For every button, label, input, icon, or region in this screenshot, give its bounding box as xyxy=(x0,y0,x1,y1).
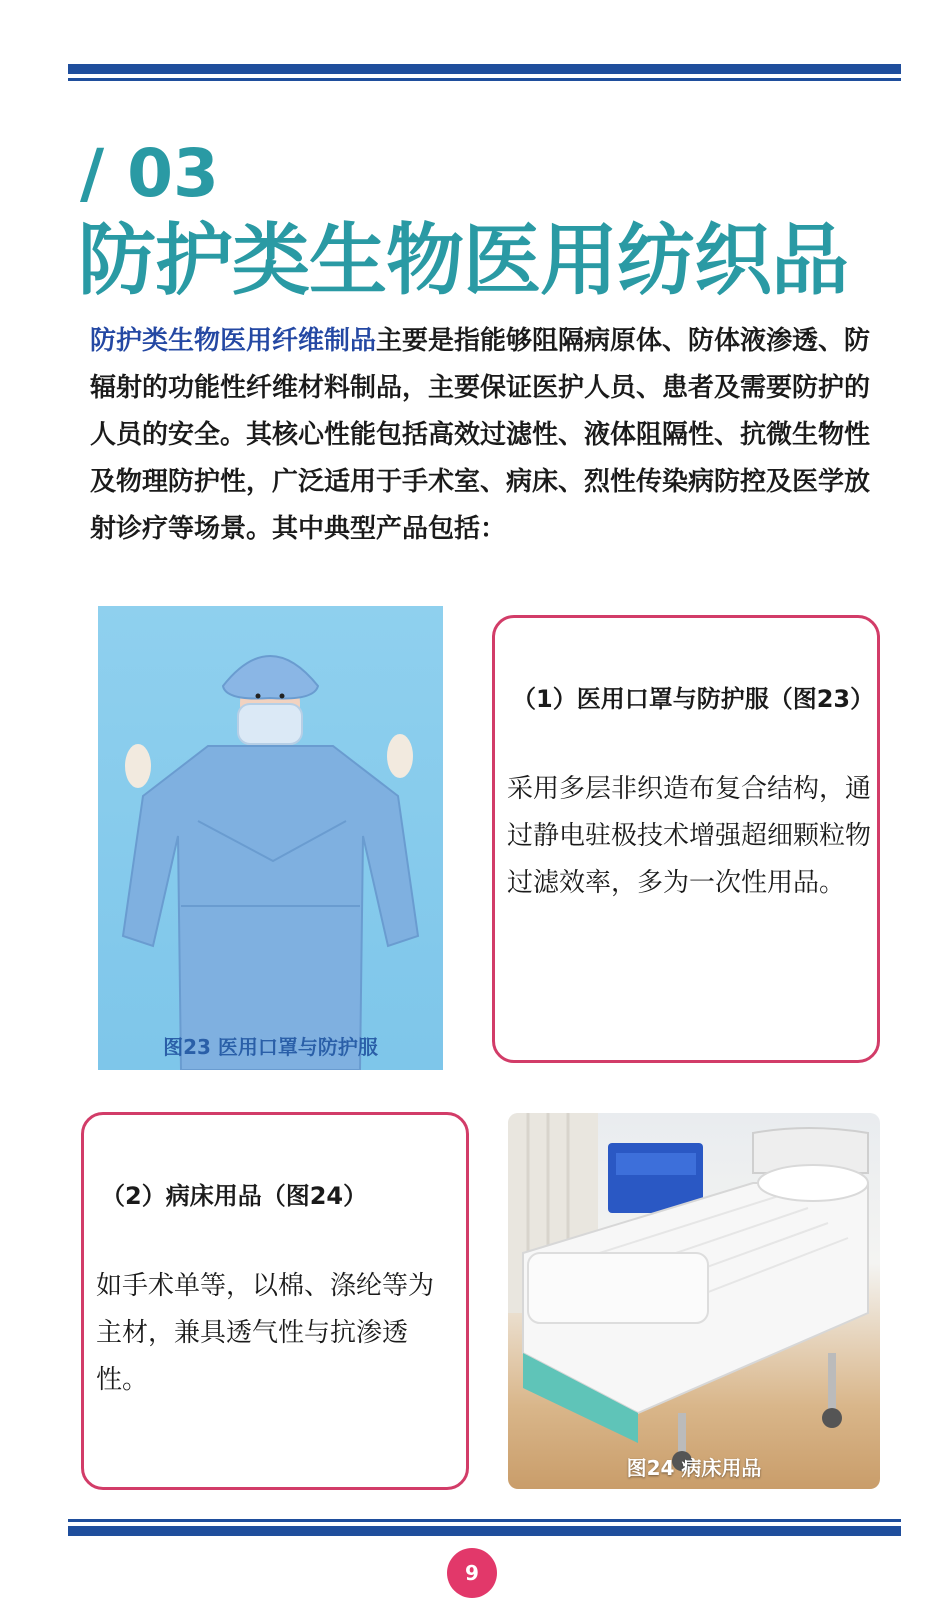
medical-gown-illustration xyxy=(98,606,443,1070)
item-2-title: （2）病床用品（图24） xyxy=(101,1182,368,1210)
intro-paragraph xyxy=(90,318,890,553)
figure-23-caption: 图23 医用口罩与防护服 xyxy=(163,1035,378,1059)
item-2-body: 如手术单等，以棉、涤纶等为主材，兼具透气性与抗渗透性。 xyxy=(96,1271,435,1395)
figure-23-photo xyxy=(98,606,443,1070)
intro-highlight: 防护类生物医用纤维制品 xyxy=(90,326,377,356)
page-number-badge: 9 xyxy=(447,1548,497,1598)
item-1-body: 采用多层非织造布复合结构，通过静电驻极技术增强超细颗粒物过滤效率，多为一次性用品。 xyxy=(507,774,872,898)
section-title: 防护类生物医用纺织品 xyxy=(78,216,849,306)
item-1-title: （1）医用口罩与防护服（图23） xyxy=(512,685,875,713)
figure-24-caption: 图24 病床用品 xyxy=(626,1456,762,1480)
item-card-1 xyxy=(492,615,880,1063)
top-rule xyxy=(68,64,901,81)
section-number: / 03 xyxy=(80,135,219,212)
figure-24-photo xyxy=(508,1113,880,1489)
item-card-2 xyxy=(81,1112,469,1490)
hospital-bed-illustration xyxy=(508,1113,880,1489)
intro-text: 主要是指能够阻隔病原体、防体液渗透、防辐射的功能性纤维材料制品，主要保证医护人员、患者及需要防护的人员的安全。其核心性能包括高效过滤性、液体阻隔性、抗微生物性及物理防护性，广泛适用于手术室、病床、烈性传染病防控及医学放射诊疗等场景。其中典型产品包括： xyxy=(90,326,871,544)
bottom-rule xyxy=(68,1519,901,1536)
